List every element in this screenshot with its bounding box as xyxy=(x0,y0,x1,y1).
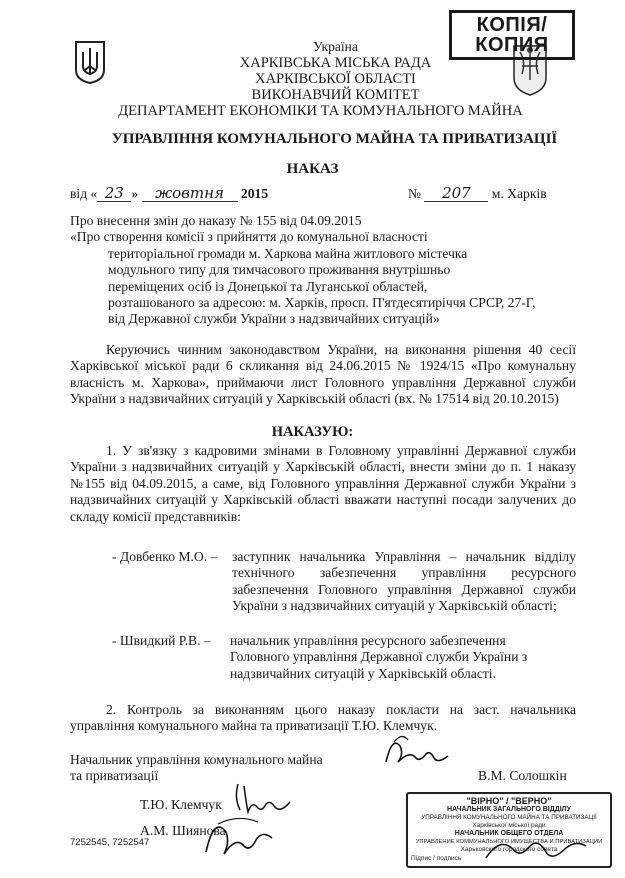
directorate-name: УПРАВЛІННЯ КОМУНАЛЬНОГО МАЙНА ТА ПРИВАТИЗАЦІЇ xyxy=(111,131,558,147)
order-year: 2015 xyxy=(240,186,269,201)
stamp-line: "ВІРНО" / "ВЕРНО" xyxy=(466,796,552,806)
approver-name: А.М. Шиянова xyxy=(140,823,226,838)
stamp-line: УПРАВЛІННЯ КОМУНАЛЬНОГО МАЙНА ТА ПРИВАТИЗАЦІЇ xyxy=(421,814,597,821)
department-name: ДЕПАРТАМЕНТ ЕКОНОМІКИ ТА КОМУНАЛЬНОГО МАЙНА xyxy=(118,103,523,119)
approver-signature xyxy=(198,812,278,864)
stamp-line: НАЧАЛЬНИК ОБЩЕГО ОТДЕЛА xyxy=(454,830,564,837)
order-item-2: 2. Контроль за виконанням цього наказу покласти на заст. начальника управління комунального майна та приватизації Т.Ю. Клемчук. xyxy=(70,702,576,734)
subject-line: переміщених осіб із Донецької та Луганської областей, xyxy=(108,278,428,294)
country-name: Україна xyxy=(313,39,358,54)
order-place: м. Харків xyxy=(491,186,547,201)
subject-block xyxy=(70,213,560,328)
order-day: 23 xyxy=(97,185,131,202)
signatory-title-line: та приватизації xyxy=(70,768,159,784)
approver-name: Т.Ю. Клемчук xyxy=(140,797,222,812)
signatory-title-line: Начальник управління комунального майна xyxy=(70,752,323,767)
subject-line: розташованого за адресою: м. Харків, просп. П'ятдесятиріччя СРСР, 27-Г, xyxy=(108,295,536,311)
stamp-line: НАЧАЛЬНИК ЗАГАЛЬНОГО ВІДДІЛУ xyxy=(447,806,571,813)
copy-stamp: КОПІЯ/ КОПИЯ xyxy=(449,10,575,60)
document-type: НАКАЗ xyxy=(286,161,339,177)
order-number: 207 xyxy=(424,185,488,202)
committee-name: ВИКОНАВЧИЙ КОМІТЕТ xyxy=(251,87,420,103)
phone-numbers: 7252545, 7252547 xyxy=(70,837,150,848)
order-number-line xyxy=(408,185,598,202)
subject-line: територіальної громади м. Харкова майна житлового містечка xyxy=(108,245,468,261)
subject-line: «Про створення комісії з прийняття до комунальної власності xyxy=(70,229,428,245)
region-name: ХАРКІВСЬКОЇ ОБЛАСТІ xyxy=(255,71,416,87)
subject-line: модульного типу для тимчасового проживання внутрішньо xyxy=(108,262,451,278)
member-position: начальник управління ресурсного забезпечення Головного управління Державної служби України з надзвичайних ситуацій у Харківській області. xyxy=(230,633,528,681)
subject-line: від Державної служби України з надзвичайних ситуацій» xyxy=(108,311,440,327)
member-position: заступник начальника Управління – начальник відділу технічного забезпечення управління ресурсного забезпечення Головного управління Державної служби України з надзвичайних ситуацій у Харківській області; xyxy=(232,549,576,614)
stamp-line: Харківської міської ради xyxy=(472,822,546,829)
stamp-line: УПРАВЛЕНИЕ КОММУНАЛЬНОГО ИМУЩЕСТВА И ПРИВАТИЗАЦИИ xyxy=(415,839,603,845)
order-item-1: 1. У зв'язку з кадровими змінами в Головному управлінні Державної служби України з надзвичайних ситуацій у Харківській області, внести зміни до п. 1 наказу №155 від 04.09.2015, а саме, від Головного управління Державної служби України з надзвичайних ситуацій у Харківській області вважати наступні посади залучених до складу комісії представників: xyxy=(70,443,576,524)
preamble-paragraph: Керуючись чинним законодавством України, на виконання рішення 40 сесії Харківської міської ради 6 скликання від 24.06.2015 № 1924/15 «Про комунальну власність м. Харкова», приймаючи лист Головного управління Державної служби України з надзвичайних ситуацій у Харківській області (вх. № 17514 від 20.10.2015) xyxy=(70,342,576,407)
member-name: - Швидкий Р.В. – xyxy=(112,633,211,648)
council-name: ХАРКІВСЬКА МІСЬКА РАДА xyxy=(239,55,432,71)
date-quote-close: » xyxy=(131,186,139,201)
signatory-title xyxy=(70,752,370,785)
certification-signature xyxy=(480,828,590,868)
order-month: жовтня xyxy=(142,185,238,202)
stamp-line: Підпис / подпись xyxy=(411,855,462,862)
subject-line: Про внесення змін до наказу № 155 від 04.09.2015 xyxy=(70,213,362,228)
order-word: НАКАЗУЮ: xyxy=(271,424,354,440)
head-name: В.М. Солошкін xyxy=(478,768,567,783)
stamp-line: Харьковского городского совета xyxy=(460,846,558,853)
date-prefix: від « xyxy=(70,186,98,201)
number-prefix: № xyxy=(408,186,421,201)
head-signature xyxy=(382,732,452,772)
member-name: - Довбенко М.О. – xyxy=(112,549,218,564)
